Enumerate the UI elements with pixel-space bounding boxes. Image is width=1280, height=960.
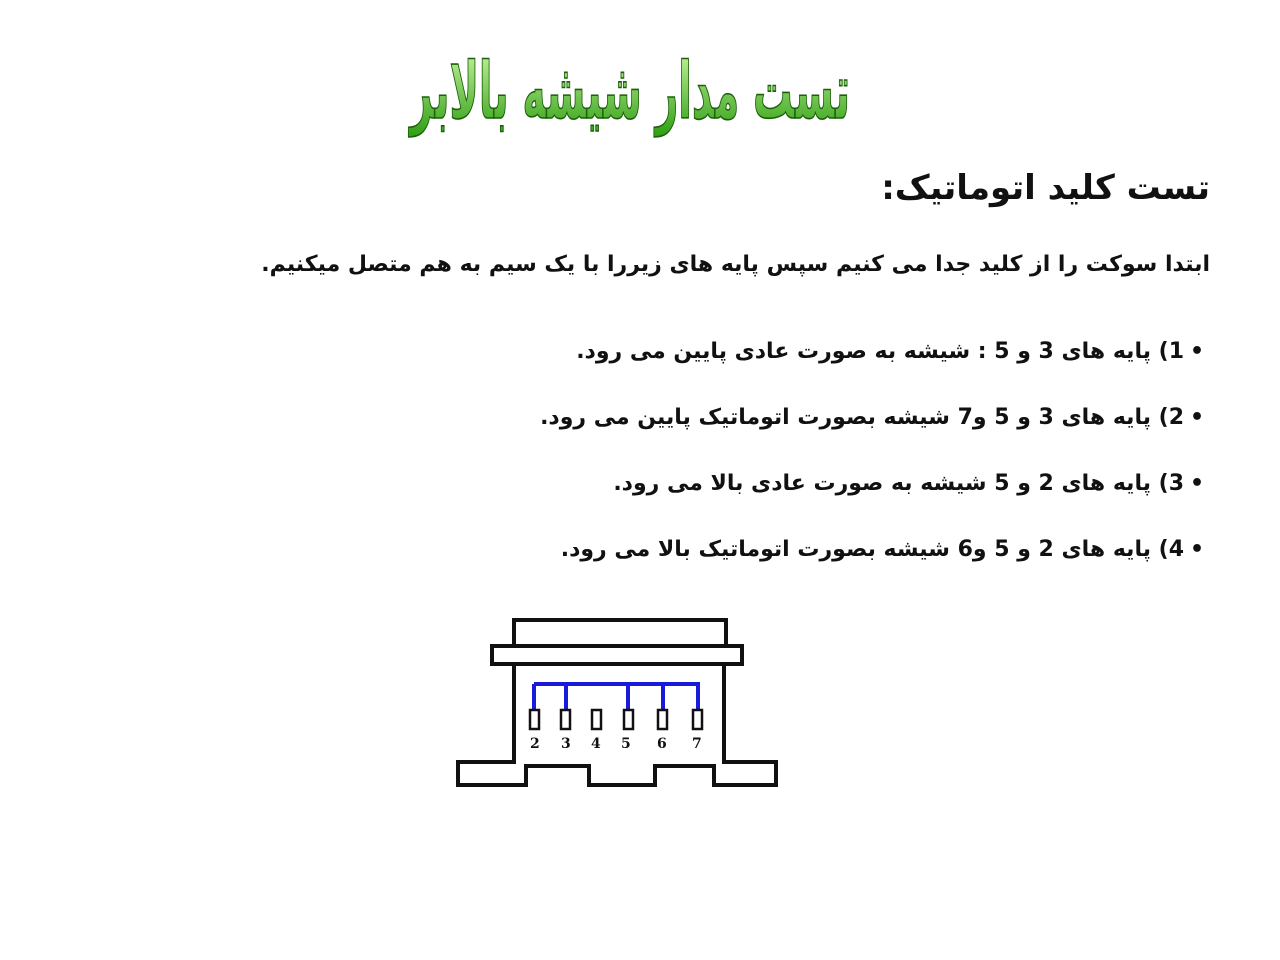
jumper-wire bbox=[534, 684, 700, 710]
intro-paragraph: ابتدا سوکت را از کلید جدا می کنیم سپس پایه های زیررا با یک سیم به هم متصل میکنیم. bbox=[261, 252, 1210, 277]
step-text: 3) پایه های 2 و 5 شیشه به صورت عادی بالا می رود. bbox=[613, 470, 1184, 496]
pin-label: 2 bbox=[530, 736, 540, 752]
pin-label: 7 bbox=[692, 736, 702, 752]
bullet-icon: • bbox=[1189, 536, 1205, 562]
pin-label: 6 bbox=[657, 736, 667, 752]
bullet-icon: • bbox=[1189, 338, 1205, 364]
pin-slot bbox=[592, 710, 601, 729]
bullet-icon: • bbox=[1189, 470, 1205, 496]
connector-housing bbox=[458, 620, 776, 785]
pin-slot bbox=[561, 710, 570, 729]
connector-top-cap bbox=[514, 620, 726, 646]
list-item bbox=[540, 516, 1210, 582]
pin-slot bbox=[693, 710, 702, 729]
section-heading: تست کلید اتوماتیک: bbox=[881, 168, 1210, 208]
list-item bbox=[540, 450, 1210, 516]
pin-slot bbox=[624, 710, 633, 729]
pin-label: 4 bbox=[591, 736, 601, 752]
list-item bbox=[540, 318, 1210, 384]
pin-slot bbox=[658, 710, 667, 729]
pin-label: 3 bbox=[561, 736, 571, 752]
title-text: تست مدار شیشه بالابر bbox=[407, 47, 850, 137]
step-text: 2) پایه های 3 و 5 و7 شیشه بصورت اتوماتیک پایین می رود. bbox=[540, 404, 1184, 430]
step-text: 1) پایه های 3 و 5 : شیشه به صورت عادی پایین می رود. bbox=[576, 338, 1184, 364]
list-item bbox=[540, 384, 1210, 450]
pin-label: 5 bbox=[621, 736, 631, 752]
connector-drawing bbox=[450, 610, 790, 800]
title-wordart bbox=[380, 30, 880, 160]
connector-flange bbox=[492, 646, 742, 664]
connector-diagram bbox=[450, 610, 790, 800]
pin-slots bbox=[530, 710, 702, 729]
step-text: 4) پایه های 2 و 5 و6 شیشه بصورت اتوماتیک بالا می رود. bbox=[560, 536, 1184, 562]
pin-slot bbox=[530, 710, 539, 729]
slide-title bbox=[380, 30, 880, 160]
bullet-icon: • bbox=[1189, 404, 1205, 430]
steps-list bbox=[540, 318, 1210, 582]
